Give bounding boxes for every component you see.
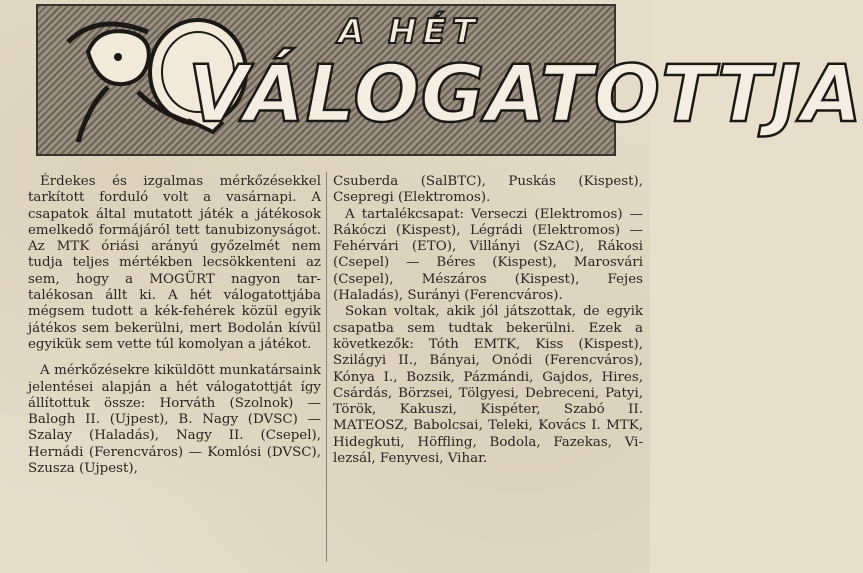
header-banner	[36, 4, 863, 156]
article-paragraph: A tartalékcsapat: Verseczi (Elektromos) — Rákóczi (Kispest), Légrádi (Elektromos) — Fehérvári (ETO), Villányi (SzAC), Rákosi (Csepel) — Béres (Kispest), Marosvári (Csepel), Mészáros (Kispest), Fejes (Haladás), Surányi (Ferencváros).	[333, 206, 643, 304]
article-column-right	[333, 174, 643, 467]
column-divider	[326, 172, 327, 562]
header-title-small: A HÉT	[338, 12, 482, 52]
article-paragraph: Sokan voltak, akik jól játszottak, de egyik csapatba sem tudtak bekerülni. Ezek a következők: Tóth EMTK, Kiss (Kispest), Szilágyi II., Bányai, Onódi (Ferencváros), Kónya I., Bozsik, Pázmándi, Gajdos, Hires, Csárdás, Börzsei, Tölgyesi, Debreceni, Patyi, Török, Kakuszi, Kispéter, Szabó II. MATEOSZ, Babolcsai, Teleki, Kovács I. MTK, Hidegkuti, Höffling, Bodola, Fazekas, Vilezsál, Fenyvesi, Vihar.	[333, 304, 643, 467]
article-column-left	[28, 174, 321, 477]
article-paragraph: A mérkőzésekre kiküldött munkatársaink jelentései alapján a hét válogatottját így állítottuk össze: Horváth (Szolnok) — Balogh II. (Ujpest), B. Nagy (DVSC) — Szalay (Haladás), Nagy II. (Csepel), Hernádi (Ferencváros) — Komlósi (DVSC), Szusza (Ujpest),	[28, 363, 321, 477]
article-paragraph: Csuberda (SalBTC), Puskás (Kispest), Csepregi (Elektromos).	[333, 174, 643, 206]
header-title-big: VÁLOGATOTTJA	[188, 50, 863, 140]
article-paragraph: Érdekes és izgalmas mérkőzésekkel tarkított forduló volt a vasárnapi. A csapatok által mutatott játék a játékosok emelkedő formájáról tett tanubizonyságot. Az MTK óriási arányú győzelmét nem tudja teljes mértékben lecsökkenteni az sem, hogy a MOGÜRT nagyon tartalékosan állt ki. A hét válogatottjába mégsem tudott a kék-fehérek közül egyik játékos sem bekerülni, mert Bodolán kívül egyikük sem vette túl komolyan a játékot.	[28, 174, 321, 352]
